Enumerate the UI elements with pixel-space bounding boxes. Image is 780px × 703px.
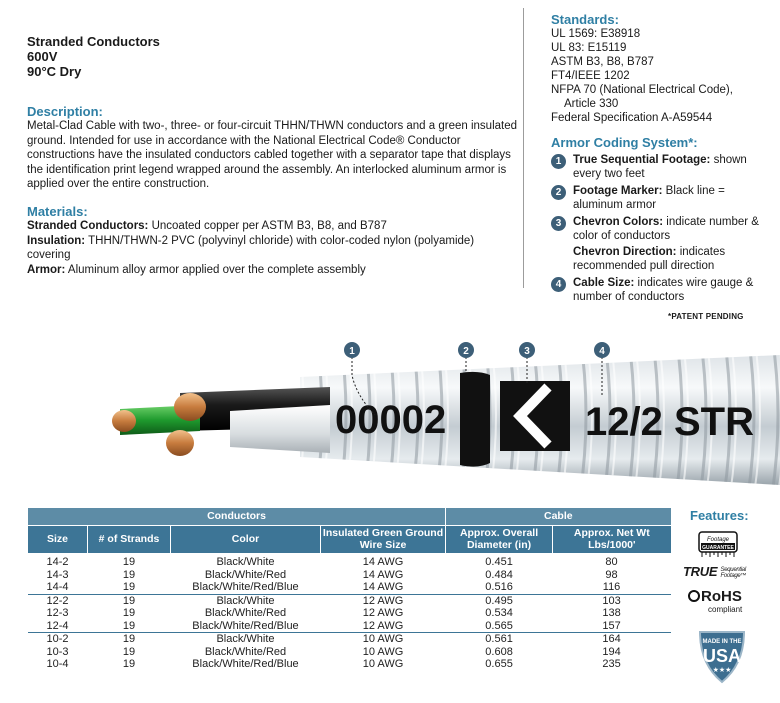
footage-marker-band bbox=[460, 372, 490, 467]
table-row bbox=[28, 646, 671, 659]
patent-note: *PATENT PENDING bbox=[668, 312, 744, 321]
cell-strands: 19 bbox=[122, 633, 136, 645]
cell-diameter: 0.495 bbox=[485, 594, 513, 607]
cell-size: 12-3 bbox=[46, 607, 69, 619]
cell-weight: 98 bbox=[605, 568, 618, 581]
specifications-table bbox=[27, 508, 671, 671]
armor-coding-item bbox=[551, 184, 776, 212]
cell-weight: 164 bbox=[602, 633, 621, 645]
standard-item: UL 1569: E38918 bbox=[551, 28, 641, 40]
svg-text:1: 1 bbox=[349, 346, 355, 357]
white-conductor bbox=[230, 405, 330, 453]
armor-coding-label: Chevron Direction: bbox=[573, 246, 677, 258]
cell-size: 10-2 bbox=[46, 633, 69, 645]
column-header-ground: Insulated Green Ground Wire Size bbox=[321, 525, 446, 553]
cell-strands: 19 bbox=[122, 607, 136, 619]
cell-ground: 12 AWG bbox=[362, 594, 404, 607]
cell-strands: 19 bbox=[122, 594, 136, 607]
materials-text: Uncoated copper per ASTM B3, B8, and B787 bbox=[148, 220, 387, 232]
cell-color: Black/White/Red bbox=[204, 568, 287, 581]
armor-coding-item bbox=[551, 153, 776, 181]
table-row bbox=[28, 633, 671, 646]
size-print: 12/2 STR bbox=[585, 400, 754, 444]
rohs-icon bbox=[688, 590, 700, 602]
cell-color: Black/White bbox=[216, 594, 275, 607]
rohs-logo bbox=[688, 588, 742, 605]
header-line-2: 600V bbox=[27, 49, 58, 64]
header-line-1: Stranded Conductors bbox=[27, 34, 160, 49]
cell-ground: 14 AWG bbox=[362, 568, 404, 581]
cell-ground: 10 AWG bbox=[362, 658, 404, 670]
cell-weight: 138 bbox=[602, 607, 621, 619]
cell-color: Black/White/Red/Blue bbox=[171, 581, 321, 594]
column-header-strands: # of Strands bbox=[88, 525, 171, 553]
cell-color: Black/White/Red/Blue bbox=[171, 620, 321, 633]
footage-guarantee-badge-icon bbox=[698, 531, 738, 559]
column-header-color: Color bbox=[171, 525, 321, 553]
standard-item: ASTM B3, B8, B787 bbox=[551, 56, 654, 68]
chevron-icon bbox=[500, 381, 570, 451]
cell-strands: 19 bbox=[122, 645, 136, 658]
materials-label: Armor: bbox=[27, 263, 66, 276]
cell-diameter: 0.561 bbox=[485, 633, 513, 645]
group-header-cable: Cable bbox=[446, 508, 671, 525]
group-header-conductors: Conductors bbox=[28, 508, 446, 525]
materials-label: Insulation: bbox=[27, 234, 86, 247]
footage-badge-bottom-text: GUARANTEE bbox=[702, 545, 734, 551]
callout-1-icon bbox=[344, 342, 360, 358]
materials-item bbox=[27, 263, 517, 278]
product-header bbox=[27, 34, 160, 79]
description-section bbox=[27, 104, 517, 192]
cell-ground: 10 AWG bbox=[362, 633, 404, 645]
table-row bbox=[28, 607, 671, 620]
number-badge-icon: 3 bbox=[551, 216, 566, 231]
materials-section bbox=[27, 204, 517, 277]
usa-top-text: MADE IN THE bbox=[702, 639, 742, 645]
cell-ground: 12 AWG bbox=[362, 607, 404, 619]
copper-strand bbox=[166, 430, 194, 456]
cell-strands: 19 bbox=[88, 581, 171, 594]
armor-coding-label: True Sequential Footage: bbox=[573, 154, 711, 166]
cell-diameter: 0.516 bbox=[446, 581, 553, 594]
svg-text:3: 3 bbox=[524, 346, 530, 357]
armor-coding-item bbox=[551, 215, 776, 243]
features-heading: Features: bbox=[690, 508, 749, 523]
standard-item: Federal Specification A-A59544 bbox=[551, 112, 713, 124]
armor-coding-section bbox=[551, 135, 776, 304]
cell-ground: 10 AWG bbox=[362, 645, 404, 658]
table-row bbox=[28, 594, 671, 607]
svg-text:4: 4 bbox=[599, 346, 605, 357]
column-header-weight: Approx. Net Wt Lbs/1000' bbox=[553, 525, 671, 553]
standard-item: Article 330 bbox=[564, 98, 619, 110]
table-row bbox=[28, 569, 671, 582]
cell-size: 12-2 bbox=[46, 594, 69, 607]
description-text: Metal-Clad Cable with two-, three- or four-circuit THHN/THWN conductors and a green insulated ground. Intended for use in accordance with the National Electrical Code® Conductor constructions have the insulated conductors cabled together with a separator tape that displays the identification print legend wrapped around the assembly. An interlocked aluminum armor is applied over the entire construction. bbox=[27, 120, 518, 190]
armor-coding-text: indicate number & color of conductors bbox=[573, 216, 759, 242]
cell-size: 14-3 bbox=[46, 568, 69, 581]
armor-coding-item bbox=[551, 245, 776, 273]
cell-color: Black/White bbox=[216, 556, 275, 568]
armor-coding-label: Footage Marker: bbox=[573, 185, 663, 197]
cell-ground: 12 AWG bbox=[321, 620, 446, 633]
cell-color: Black/White bbox=[216, 633, 275, 645]
materials-item bbox=[27, 219, 517, 234]
column-header-size: Size bbox=[28, 525, 88, 553]
description-heading: Description: bbox=[27, 104, 103, 119]
column-divider bbox=[523, 8, 524, 288]
standards-heading: Standards: bbox=[551, 12, 619, 27]
armor-coding-item bbox=[551, 276, 776, 304]
cell-size: 14-2 bbox=[46, 556, 69, 568]
callout-4-icon bbox=[594, 342, 610, 358]
usa-stars: ★★★ bbox=[712, 666, 732, 674]
materials-label: Stranded Conductors: bbox=[27, 220, 149, 232]
armor-coding-text: indicates recommended pull direction bbox=[573, 246, 726, 272]
cell-ground: 14 AWG bbox=[321, 581, 446, 594]
cell-size: 10-3 bbox=[46, 645, 69, 658]
svg-text:2: 2 bbox=[463, 346, 469, 357]
materials-item bbox=[27, 234, 517, 263]
true-word: TRUE bbox=[683, 564, 718, 579]
usa-main-text: USA bbox=[702, 646, 742, 666]
number-badge-icon: 1 bbox=[551, 154, 566, 169]
copper-strand bbox=[112, 410, 136, 432]
cell-diameter: 0.608 bbox=[485, 645, 513, 658]
armor-coding-text: Black line = aluminum armor bbox=[573, 185, 725, 211]
cell-diameter: 0.534 bbox=[485, 607, 513, 619]
cell-strands: 19 bbox=[122, 658, 136, 670]
cell-diameter: 0.655 bbox=[485, 658, 513, 670]
made-in-usa-shield-icon bbox=[694, 628, 750, 686]
cell-strands: 19 bbox=[88, 620, 171, 633]
rohs-compliant-text: compliant bbox=[708, 605, 743, 614]
number-badge-icon: 4 bbox=[551, 277, 566, 292]
table-row bbox=[28, 658, 671, 671]
cell-weight: 235 bbox=[602, 658, 621, 670]
standard-item: NFPA 70 (National Electrical Code), bbox=[551, 84, 733, 96]
cell-weight: 157 bbox=[553, 620, 671, 633]
header-line-3: 90°C Dry bbox=[27, 64, 82, 79]
true-sub-line-1: Sequential bbox=[720, 566, 746, 573]
true-sub-line-2: Footage™ bbox=[720, 572, 747, 579]
armor-coding-label: Cable Size: bbox=[573, 277, 635, 289]
cell-color: Black/White/Red bbox=[204, 607, 287, 619]
cell-weight: 103 bbox=[602, 594, 621, 607]
number-badge-icon: 2 bbox=[551, 185, 566, 200]
copper-strand bbox=[174, 393, 206, 421]
cell-size: 14-4 bbox=[28, 581, 88, 594]
cell-color: Black/White/Red/Blue bbox=[192, 658, 299, 670]
cable-illustration bbox=[0, 335, 780, 495]
armor-coding-text: shown every two feet bbox=[573, 154, 747, 180]
armor-coding-heading: Armor Coding System*: bbox=[551, 135, 698, 150]
standard-item: UL 83: E15119 bbox=[551, 42, 627, 54]
materials-heading: Materials: bbox=[27, 204, 88, 219]
footage-badge-top-text: Footage bbox=[706, 537, 730, 543]
table-row bbox=[28, 620, 671, 633]
materials-text: THHN/THWN-2 PVC (polyvinyl chloride) with color-coded nylon (polyamide) covering bbox=[27, 234, 475, 261]
cell-color: Black/White/Red bbox=[204, 645, 287, 658]
cell-size: 12-4 bbox=[28, 620, 88, 633]
armor-coding-label: Chevron Colors: bbox=[573, 216, 664, 228]
callout-2-icon bbox=[458, 342, 474, 358]
cell-weight: 80 bbox=[605, 556, 618, 568]
callout-3-icon bbox=[519, 342, 535, 358]
cell-diameter: 0.565 bbox=[446, 620, 553, 633]
table-row bbox=[28, 553, 671, 569]
cell-ground: 14 AWG bbox=[362, 556, 404, 568]
cell-strands: 19 bbox=[122, 568, 136, 581]
cell-diameter: 0.451 bbox=[485, 556, 513, 568]
standards-section bbox=[551, 12, 776, 125]
armor-coding-text: indicates wire gauge & number of conductors bbox=[573, 277, 754, 303]
cell-strands: 19 bbox=[122, 556, 136, 568]
materials-text: Aluminum alloy armor applied over the complete assembly bbox=[65, 263, 366, 276]
cell-weight: 194 bbox=[602, 645, 621, 658]
cell-weight: 116 bbox=[553, 581, 671, 594]
rohs-text: RoHS bbox=[701, 588, 742, 605]
footage-print: 00002 bbox=[335, 398, 447, 442]
column-header-diameter: Approx. Overall Diameter (in) bbox=[446, 525, 553, 553]
cell-size: 10-4 bbox=[46, 658, 69, 670]
true-sequential-footage-logo bbox=[683, 564, 746, 579]
cell-diameter: 0.484 bbox=[485, 568, 513, 581]
standard-item: FT4/IEEE 1202 bbox=[551, 70, 630, 82]
table-row bbox=[28, 581, 671, 594]
